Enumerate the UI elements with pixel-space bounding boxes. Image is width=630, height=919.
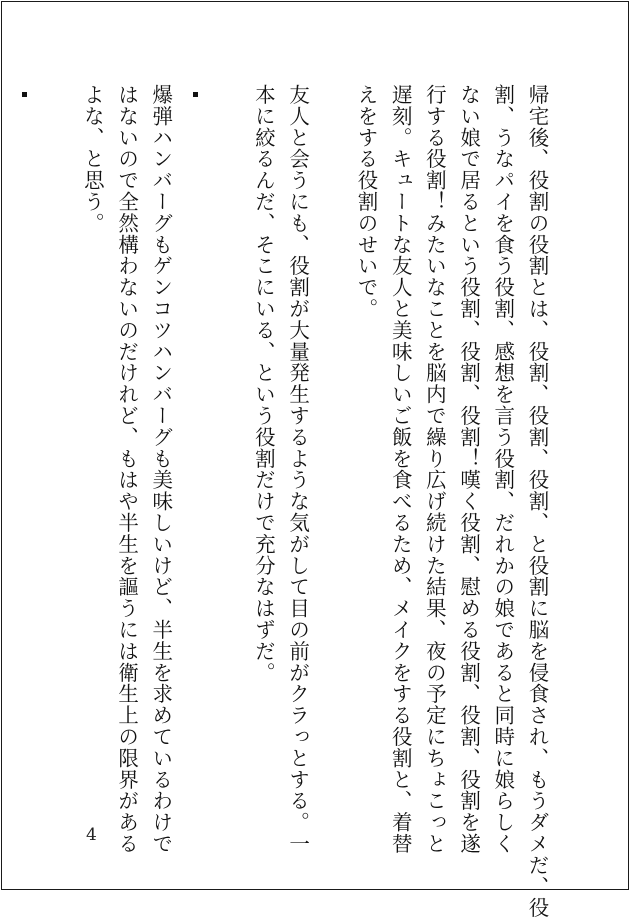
paragraph-spacer — [0, 84, 7, 824]
paragraph-spacer — [212, 84, 246, 824]
paragraph-spacer — [315, 84, 349, 824]
paragraph-line: えをする役割のせいで。 — [353, 84, 378, 320]
paragraph-line: 遅刻。キュートな友人と美味しいご飯を食べるため、メイクをする役割と、着替 — [388, 84, 413, 855]
bullet-marker — [185, 84, 206, 105]
bullet-marker — [14, 84, 35, 105]
paragraph-line: 割、うなパイを食う役割、感想を言う役割、だれかの娘であると同時に娘らしく — [490, 84, 515, 855]
paragraph-line: ない娘で居るという役割、役割、役割！嘆く役割、慰める役割、役割、役割を遂 — [456, 84, 481, 855]
paragraph-line: 行する役割！みたいなことを脳内で繰り広げ続けた結果、夜の予定にちょこっと — [422, 84, 447, 855]
document-page — [1, 1, 629, 919]
bullet-item — [7, 84, 41, 824]
paragraph-line: 本に絞るんだ、そこにいる、という役割だけで充分なはずだ。 — [251, 84, 276, 684]
paragraph-line: 友人と会うにも、役割が大量発生するような気がして目の前がクラっとする。一 — [285, 84, 310, 855]
paragraph-line: 帰宅後、役割の役割とは、役割、役割、役割、と役割に脳を侵食され、もうダメだ、役 — [525, 84, 549, 919]
vertical-text-body — [0, 84, 554, 919]
bullet-line: 爆弾ハンバーグもゲンコツハンバーグも美味しいけど、半生を求めているわけで — [148, 84, 173, 855]
bullet-line: よな、と思う。 — [80, 84, 105, 234]
page-number: 4 — [86, 825, 97, 845]
bullet-line: はないので全然構わないのだけれど、もはや半生を謳うには衛生上の限界がある — [114, 84, 139, 855]
paragraph-spacer — [41, 84, 75, 824]
bullet-item — [178, 84, 212, 824]
